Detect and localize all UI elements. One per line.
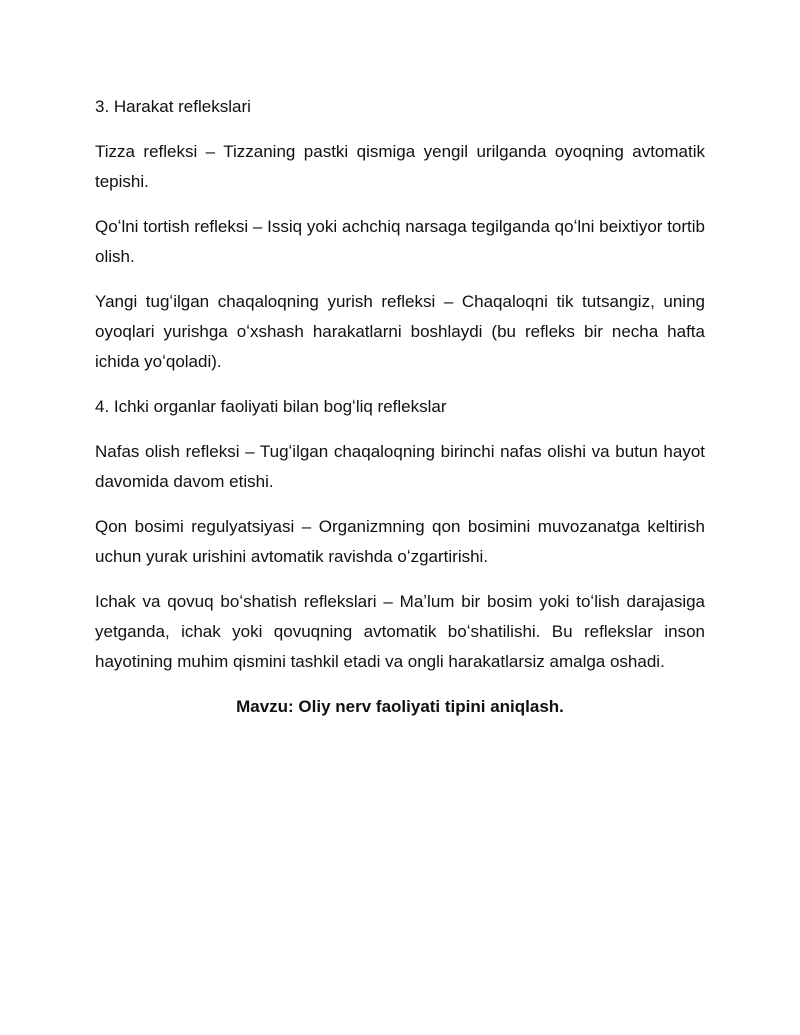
section-3-heading: 3. Harakat reflekslari [95, 97, 251, 116]
section-4-heading: 4. Ichki organlar faoliyati bilan bogʻliq reflekslar [95, 397, 447, 416]
bowel-bladder-paragraph: Ichak va qovuq boʻshatish reflekslari – Maʼlum bir bosim yoki toʻlish darajasiga yetganda, ichak yoki qovuqning avtomatik boʻshatilishi. Bu reflekslar inson hayotining muhim qismini tashkil etadi va ongli harakatlarsiz amalga oshadi. [95, 592, 705, 671]
breathing-reflex-paragraph: Nafas olish refleksi – Tugʻilgan chaqaloqning birinchi nafas olishi va butun hayot davomida davom etishi. [95, 442, 705, 491]
blood-pressure-paragraph: Qon bosimi regulyatsiyasi – Organizmning qon bosimini muvozanatga keltirish uchun yurak urishini avtomatik ravishda oʻzgartirishi. [95, 517, 705, 566]
hand-withdrawal-paragraph: Qoʻlni tortish refleksi – Issiq yoki achchiq narsaga tegilganda qoʻlni beixtiyor tortib olish. [95, 217, 705, 266]
knee-reflex-paragraph: Tizza refleksi – Tizzaning pastki qismiga yengil urilganda oyoqning avtomatik tepishi. [95, 142, 705, 191]
document-page [95, 92, 705, 722]
stepping-reflex-paragraph: Yangi tugʻilgan chaqaloqning yurish refleksi – Chaqaloqni tik tutsangiz, uning oyoqlari yurishga oʻxshash harakatlarni boshlaydi (bu refleks bir necha hafta ichida yoʻqoladi). [95, 292, 705, 371]
topic-title: Mavzu: Oliy nerv faoliyati tipini aniqlash. [236, 697, 564, 716]
